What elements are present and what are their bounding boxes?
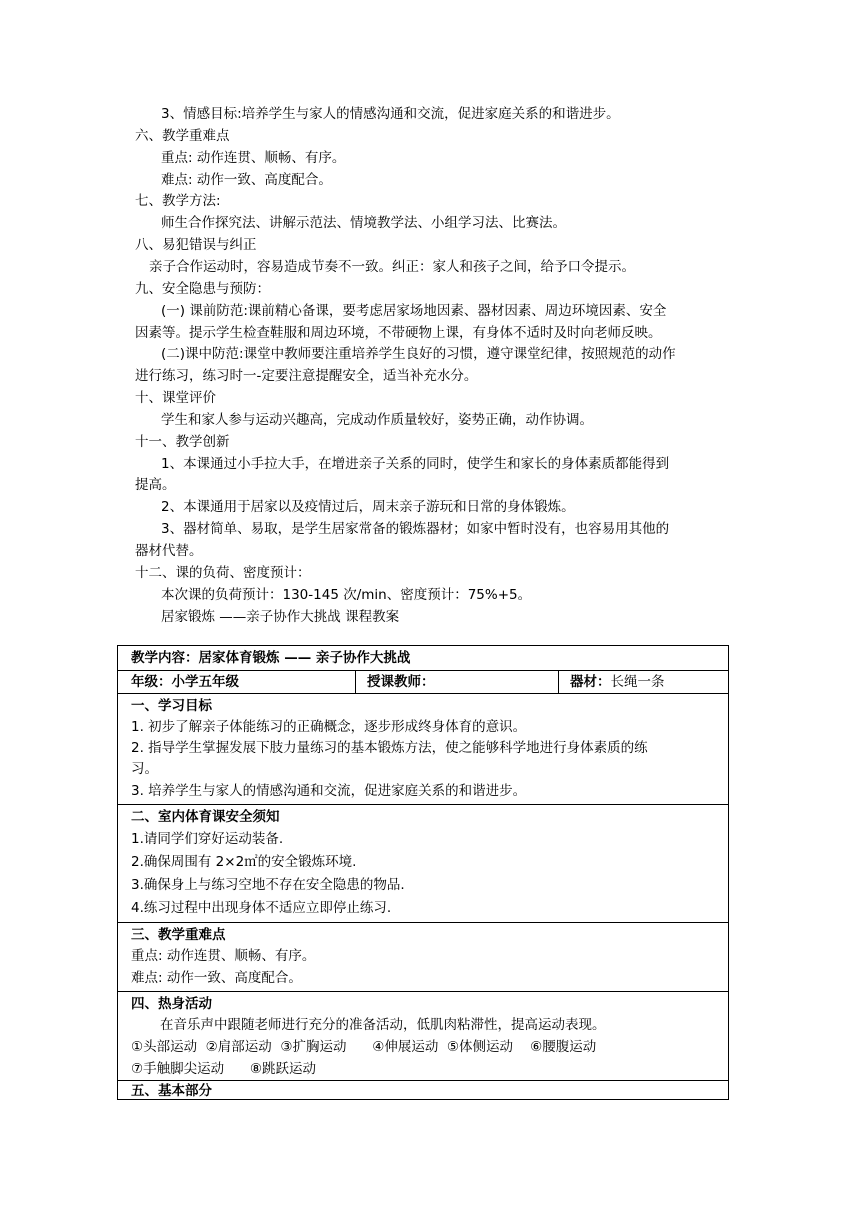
- text-line: 1、本课通过小手拉大手，在增进亲子关系的同时，使学生和家长的身体素质都能得到: [161, 455, 670, 472]
- text-line: 难点: 动作一致、高度配合。: [161, 171, 332, 188]
- row-divider: [118, 922, 728, 923]
- text-line: 重点: 动作连贯、顺畅、有序。: [161, 149, 346, 166]
- sec1-line: 习。: [131, 761, 158, 777]
- row-divider: [118, 804, 728, 805]
- sec1-title: 一、学习目标: [131, 698, 212, 714]
- content-row: 教学内容：居家体育锻炼 —— 亲子协作大挑战: [131, 650, 411, 666]
- text-line: 八、易犯错误与纠正: [135, 237, 257, 254]
- text-line: 学生和家人参与运动兴趣高，完成动作质量较好，姿势正确，动作协调。: [161, 411, 593, 428]
- text-line: 亲子合作运动时，容易造成节奏不一致。纠正：家人和孩子之间，给予口令提示。: [149, 258, 635, 275]
- lesson-plan-table: [117, 645, 729, 1100]
- text-line: 进行练习，练习时一-定要注意提醒安全，适当补充水分。: [135, 368, 478, 385]
- text-line: 十一、教学创新: [135, 433, 230, 450]
- text-line: 十二、课的负荷、密度预计：: [135, 564, 311, 581]
- text-line: 九、安全隐患与预防：: [135, 280, 270, 297]
- equipment-cell: [570, 672, 665, 692]
- text-line: 师生合作探究法、讲解示范法、情境教学法、小组学习法、比赛法。: [161, 215, 566, 232]
- col-divider: [558, 671, 559, 693]
- text-line: 七、教学方法:: [135, 193, 221, 210]
- text-line: (二)课中防范:课堂中教师要注重培养学生良好的习惯，遵守课堂纪律，按照规范的动作: [161, 346, 676, 363]
- text-line: (一) 课前防范:课前精心备课，要考虑居家场地因素、器材因素、周边环境因素、安全: [161, 302, 667, 319]
- text-line: 3、器材简单、易取，是学生居家常备的锻炼器材；如家中暂时没有，也容易用其他的: [161, 521, 670, 538]
- teacher-cell: 授课教师：: [367, 674, 435, 690]
- row-divider: [118, 670, 728, 671]
- text-line: 2、本课通用于居家以及疫情过后，周末亲子游玩和日常的身体锻炼。: [161, 499, 575, 516]
- sec4-intro: 在音乐声中跟随老师进行充分的准备活动，低肌肉粘滞性，提高运动表现。: [160, 1017, 606, 1033]
- sec4-title: 四、热身活动: [131, 996, 212, 1012]
- sec3-title: 三、教学重难点: [131, 927, 226, 943]
- sec3-line: 难点: 动作一致、高度配合。: [131, 970, 302, 986]
- sec3-line: 重点: 动作连贯、顺畅、有序。: [131, 948, 316, 964]
- equipment-label: 器材：: [570, 674, 611, 690]
- text-line: 提高。: [135, 477, 176, 494]
- sec1-line: 1. 初步了解亲子体能练习的正确概念，逐步形成终身体育的意识。: [131, 719, 527, 735]
- text-line: 3、情感目标:培养学生与家人的情感沟通和交流，促进家庭关系的和谐进步。: [161, 106, 620, 122]
- sec2-line: 3.确保身上与练习空地不存在安全隐患的物品.: [131, 877, 405, 893]
- sec5-title: 五、基本部分: [131, 1083, 212, 1099]
- text-line: 十、课堂评价: [135, 390, 216, 407]
- text-line: 六、教学重难点: [135, 127, 230, 144]
- sec2-line: 4.练习过程中出现身体不适应立即停止练习.: [131, 900, 392, 916]
- row-divider: [118, 991, 728, 992]
- sec4-activities-line2: ⑦手触脚尖运动 ⑧跳跃运动: [131, 1061, 316, 1077]
- grade-cell: [131, 672, 239, 692]
- text-line: 本次课的负荷预计：130-145 次/min、密度预计：75%+5。: [161, 586, 532, 603]
- text-line: 因素等。提示学生检查鞋服和周边环境，不带硬物上课，有身体不适时及时向老师反映。: [135, 324, 662, 341]
- col-divider: [355, 671, 356, 693]
- sec1-line: 3. 培养学生与家人的情感沟通和交流，促进家庭关系的和谐进步。: [131, 783, 527, 799]
- sec4-activities-line1: ①头部运动 ②肩部运动 ③扩胸运动 ④伸展运动 ⑤体侧运动 ⑥腰腹运动: [131, 1039, 597, 1055]
- grade-text: 年级：小学五年级: [131, 674, 239, 690]
- sec1-line: 2. 指导学生掌握发展下肢力量练习的基本锻炼方法，使之能够科学地进行身体素质的练: [131, 740, 648, 756]
- text-line: 器材代替。: [135, 543, 203, 559]
- sec2-line: 1.请同学们穿好运动装备.: [131, 831, 284, 847]
- equipment-value: 长绳一条: [610, 674, 665, 690]
- sec2-line: 2.确保周围有 2×2㎡的安全锻炼环境.: [131, 854, 357, 870]
- row-divider: [118, 693, 728, 694]
- text-line: 居家锻炼 ——亲子协作大挑战 课程教案: [161, 608, 400, 625]
- sec2-title: 二、室内体育课安全须知: [131, 809, 280, 825]
